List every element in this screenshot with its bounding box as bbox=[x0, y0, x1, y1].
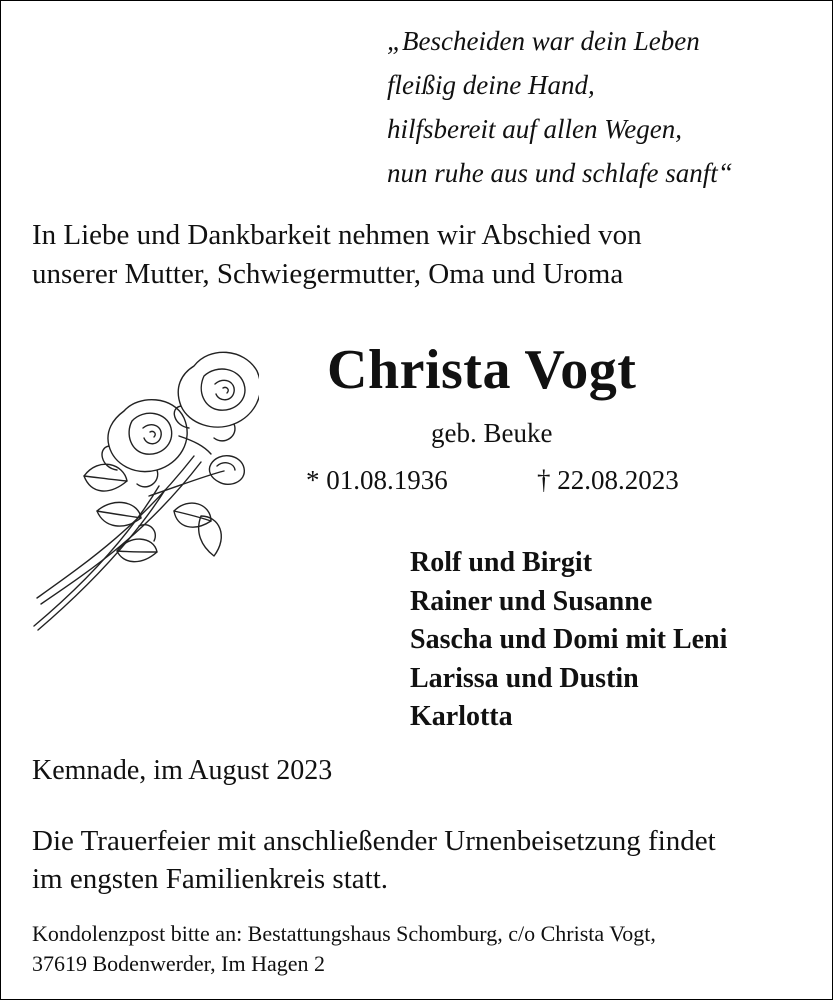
intro-line: unserer Mutter, Schwiegermutter, Oma und Uroma bbox=[32, 258, 624, 290]
poem-line: fleißig deine Hand, bbox=[387, 70, 595, 100]
intro-text bbox=[32, 216, 812, 294]
service-line: im engsten Familienkreis statt. bbox=[32, 863, 389, 895]
poem-verse bbox=[387, 19, 807, 195]
condolence-line: Kondolenzpost bitte an: Bestattungshaus Schomburg, c/o Christa Vogt, bbox=[32, 921, 656, 946]
family-member: Sascha und Domi mit Leni bbox=[410, 624, 728, 655]
poem-line: „Bescheiden war dein Leben bbox=[387, 26, 700, 56]
death-date: † 22.08.2023 bbox=[537, 465, 679, 495]
service-line: Die Trauerfeier mit anschließender Urnenbeisetzung findet bbox=[32, 825, 716, 857]
family-member: Larissa und Dustin bbox=[410, 662, 639, 694]
condolence-line: 37619 Bodenwerder, Im Hagen 2 bbox=[32, 951, 325, 976]
service-info bbox=[32, 822, 822, 898]
family-member: Rainer und Susanne bbox=[410, 585, 653, 617]
poem-line: hilfsbereit auf allen Wegen, bbox=[387, 114, 682, 144]
condolence-address bbox=[32, 919, 822, 979]
poem-line: nun ruhe aus und schlafe sanft“ bbox=[387, 158, 733, 188]
family-member: Rolf und Birgit bbox=[410, 547, 593, 578]
intro-line: In Liebe und Dankbarkeit nehmen wir Abschied von bbox=[32, 219, 642, 251]
family-list bbox=[410, 544, 727, 737]
maiden-name: geb. Beuke bbox=[431, 418, 553, 448]
deceased-name: Christa Vogt bbox=[327, 339, 637, 401]
place-date: Kemnade, im August 2023 bbox=[32, 755, 333, 786]
family-member: Karlotta bbox=[410, 701, 513, 732]
birth-date: * 01.08.1936 bbox=[306, 465, 448, 495]
rose-drawing-icon bbox=[29, 346, 259, 636]
